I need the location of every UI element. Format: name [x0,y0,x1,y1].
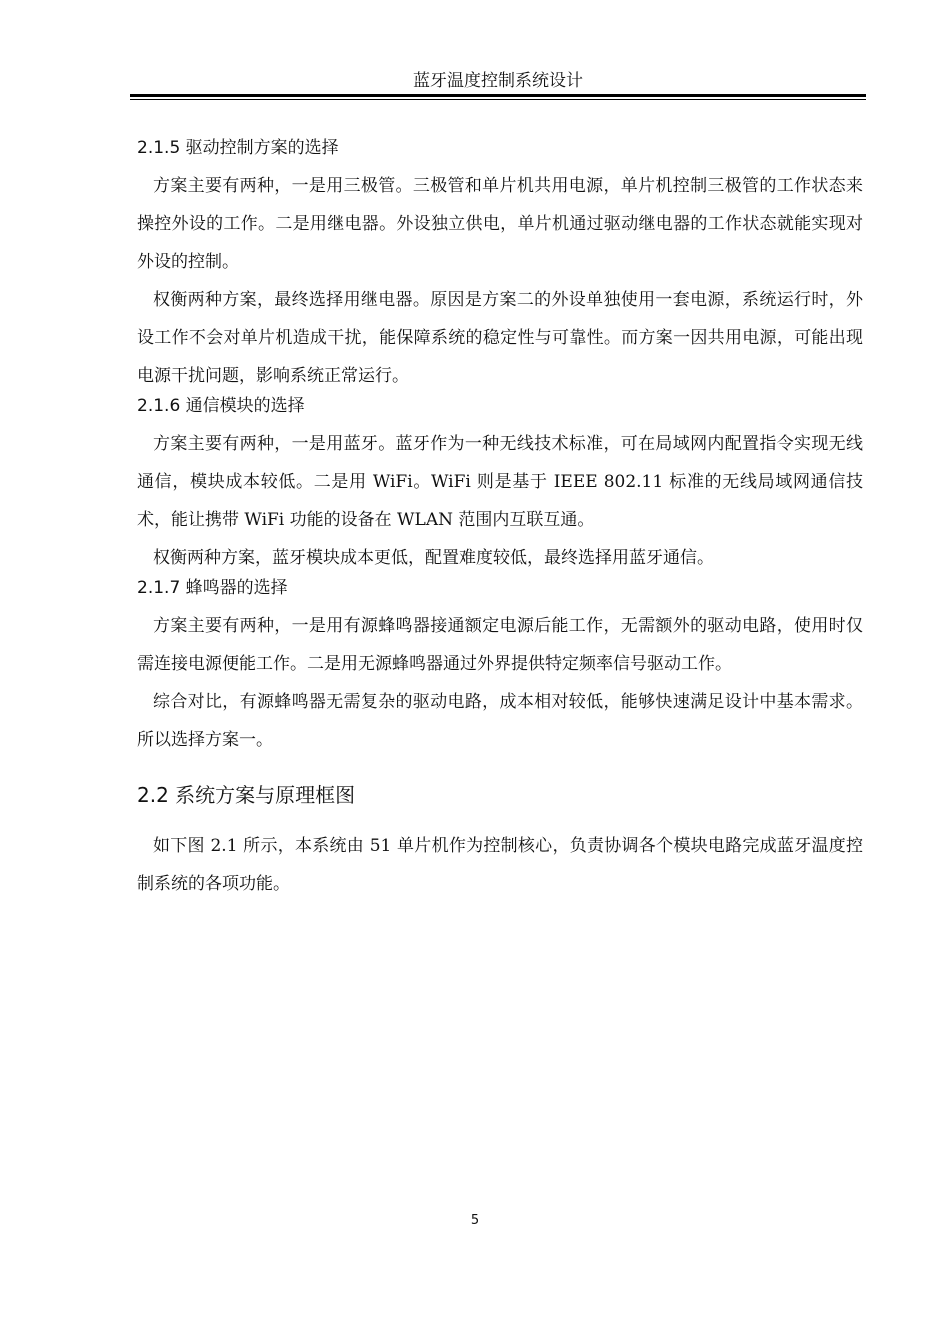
header-rule-thick [130,94,866,97]
section-heading-2-1-7: 2.1.7 蜂鸣器的选择 [137,578,288,598]
paragraph-2-2-intro: 如下图 2.1 所示，本系统由 51 单片机作为控制核心，负责协调各个模块电路完成蓝牙温度控制系统的各项功能。 [137,836,863,894]
header-rule-thin [130,99,866,100]
page-number: 5 [470,1213,480,1228]
paragraph-2-1-7-decision: 综合对比，有源蜂鸣器无需复杂的驱动电路，成本相对较低，能够快速满足设计中基本需求。所以选择方案一。 [137,692,863,750]
paragraph-2-1-6-decision: 权衡两种方案，蓝牙模块成本更低，配置难度较低，最终选择用蓝牙通信。 [153,548,714,568]
section-heading-2-1-6: 2.1.6 通信模块的选择 [137,396,305,416]
paragraph-2-1-7-options: 方案主要有两种，一是用有源蜂鸣器接通额定电源后能工作，无需额外的驱动电路，使用时仅需连接电源便能工作。二是用无源蜂鸣器通过外界提供特定频率信号驱动工作。 [137,616,863,674]
section-heading-2-2: 2.2 系统方案与原理框图 [137,783,356,807]
paragraph-2-1-5-decision: 权衡两种方案，最终选择用继电器。原因是方案二的外设单独使用一套电源，系统运行时，外设工作不会对单片机造成干扰，能保障系统的稳定性与可靠性。而方案一因共用电源，可能出现电源干扰问题，影响系统正常运行。 [137,290,863,386]
page-body [137,137,863,903]
paragraph-2-1-5-options: 方案主要有两种，一是用三极管。三极管和单片机共用电源，单片机控制三极管的工作状态来操控外设的工作。二是用继电器。外设独立供电，单片机通过驱动继电器的工作状态就能实现对外设的控制。 [137,176,863,272]
running-header-title: 蓝牙温度控制系统设计 [413,71,583,91]
section-heading-2-1-5: 2.1.5 驱动控制方案的选择 [137,138,339,158]
paragraph-2-1-6-options: 方案主要有两种，一是用蓝牙。蓝牙作为一种无线技术标准，可在局域网内配置指令实现无线通信，模块成本较低。二是用 WiFi。WiFi 则是基于 IEEE 802.11 标准的无线局域网通信技术，能让携带 WiFi 功能的设备在 WLAN 范围内互联互通。 [137,434,863,530]
